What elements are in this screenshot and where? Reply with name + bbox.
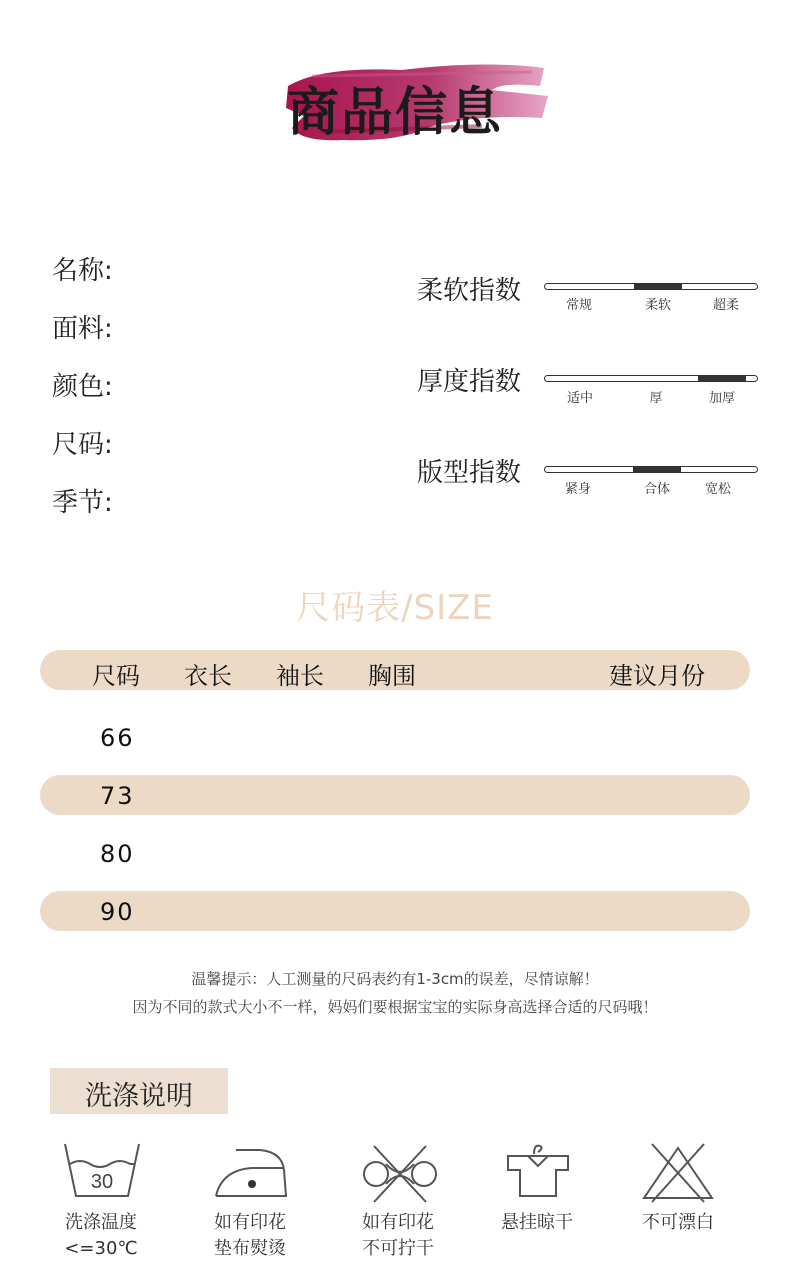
header-suggested-month: 建议月份: [609, 662, 705, 690]
thickness-index-bar: [544, 375, 758, 382]
size-label: 尺码:: [52, 430, 113, 460]
fit-tick-fitted: 合体: [643, 482, 670, 497]
softness-level-fill: [634, 284, 682, 289]
softness-index-title: 柔软指数: [417, 276, 522, 306]
softness-index-bar: [544, 283, 758, 290]
name-label: 名称:: [52, 256, 113, 286]
softness-tick-supersoft: 超柔: [712, 298, 739, 313]
size-row-80: 80: [100, 840, 135, 868]
fit-index-bar: [544, 466, 758, 473]
table-row-stripe: [40, 775, 750, 815]
header-size: 尺码: [92, 662, 140, 690]
wash-label-1: [36, 1210, 166, 1262]
thickness-tick-medium: 适中: [566, 391, 593, 406]
tip-line-2: 因为不同的款式大小不一样，妈妈们要根据宝宝的实际身高选择合适的尺码哦！: [132, 998, 658, 1016]
iron-label-line2: 垫布熨烫: [214, 1238, 286, 1259]
tip-line-1: 温馨提示：人工测量的尺码表约有1-3cm的误差，尽情谅解！: [191, 970, 599, 988]
wash-temp-label: 洗涤温度: [65, 1212, 137, 1233]
header-chest: 胸围: [368, 662, 416, 690]
softness-tick-soft: 柔软: [644, 298, 671, 313]
wash-label-4: [472, 1210, 602, 1236]
header-length: 衣长: [184, 662, 232, 690]
hang-dry-label: 悬挂晾干: [501, 1212, 573, 1233]
fit-level-fill: [633, 467, 681, 472]
fabric-label: 面料:: [52, 314, 113, 344]
fit-tick-tight: 紧身: [564, 482, 591, 497]
fit-tick-loose: 宽松: [704, 482, 731, 497]
wash-label-3: [333, 1210, 463, 1262]
softness-tick-normal: 常规: [565, 298, 592, 313]
header-sleeve: 袖长: [276, 662, 324, 690]
iron-label-line1: 如有印花: [214, 1212, 286, 1233]
season-label: 季节:: [52, 488, 113, 518]
hang-dry-icon: [498, 1140, 578, 1206]
page-title: 商品信息: [286, 83, 503, 143]
fit-index-title: 版型指数: [417, 458, 522, 488]
thickness-tick-thick: 厚: [649, 391, 663, 406]
size-row-66: 66: [100, 724, 135, 752]
iron-icon: [212, 1140, 292, 1206]
thickness-tick-extra-thick: 加厚: [708, 391, 735, 406]
no-bleach-label: 不可漂白: [642, 1212, 714, 1233]
washing-title: 洗涤说明: [85, 1081, 193, 1112]
size-row-90: 90: [100, 898, 135, 926]
color-label: 颜色:: [52, 372, 113, 402]
no-bleach-icon: [638, 1140, 718, 1206]
wash-label-5: [613, 1210, 743, 1236]
thickness-index-title: 厚度指数: [417, 367, 522, 397]
no-wring-label-line2: 不可拧干: [362, 1238, 434, 1259]
wash-temp-value: <=30℃: [64, 1238, 138, 1259]
no-wring-icon: [360, 1140, 440, 1206]
size-row-73: 73: [100, 782, 135, 810]
wash-30-icon: [62, 1140, 142, 1206]
no-wring-label-line1: 如有印花: [362, 1212, 434, 1233]
wash-temperature-value: 30: [90, 1171, 114, 1193]
wash-label-2: [185, 1210, 315, 1262]
size-table-title: 尺码表/SIZE: [296, 588, 494, 628]
thickness-level-fill: [698, 376, 746, 381]
table-row-stripe: [40, 891, 750, 931]
